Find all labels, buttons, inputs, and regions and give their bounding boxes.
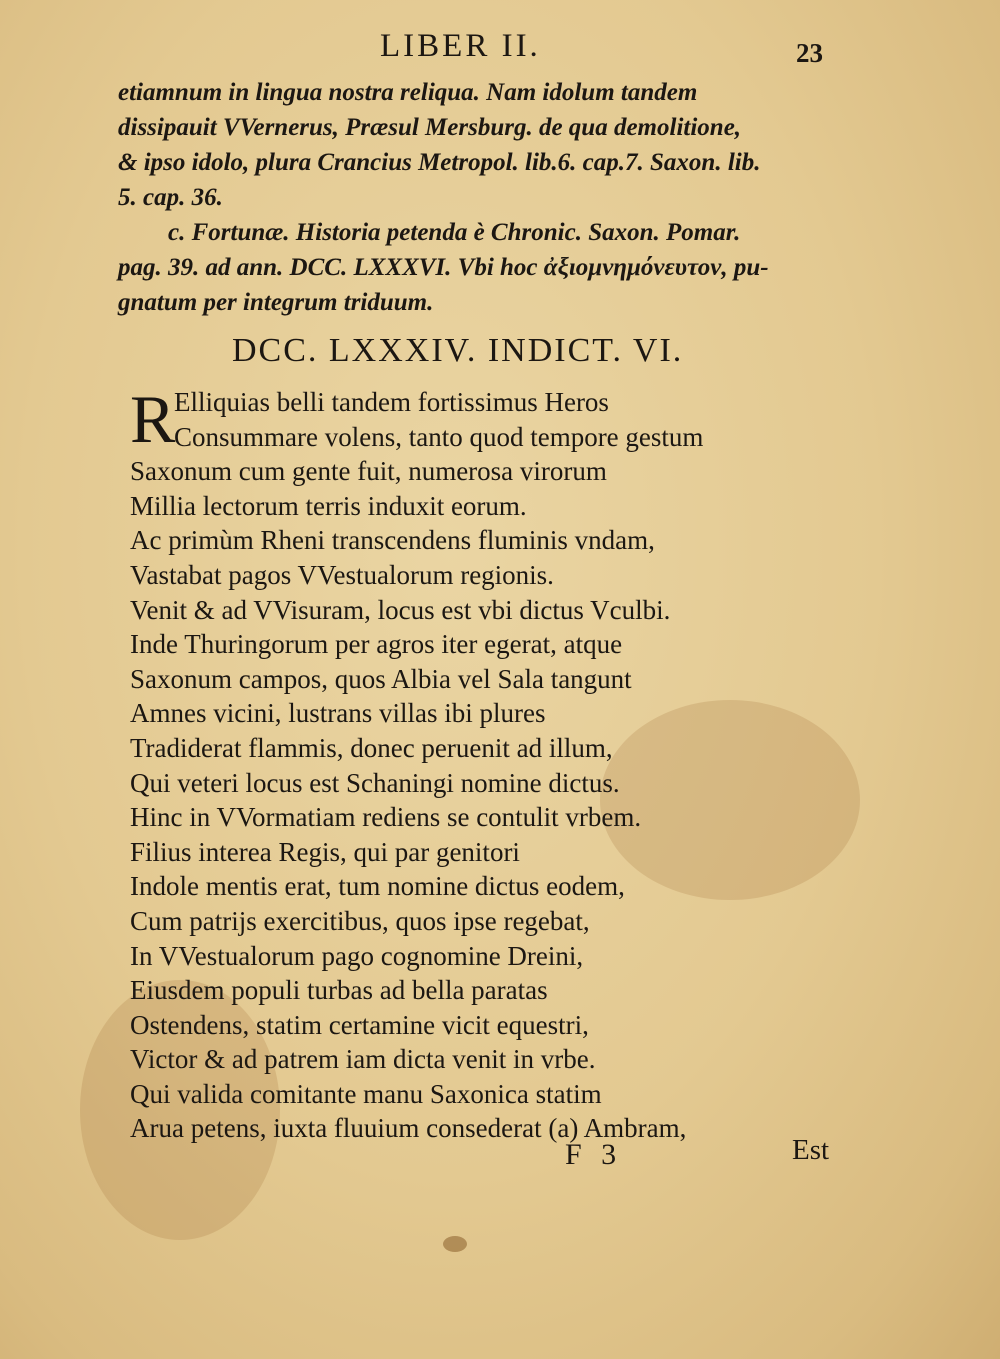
- note-line: gnatum per integrum triduum.: [118, 289, 434, 316]
- verse-line: Qui valida comitante manu Saxonica statim: [130, 1078, 602, 1109]
- verse-line: Hinc in VVormatiam rediens se contulit vrbem.: [130, 802, 642, 833]
- note-line: pag. 39. ad ann. DCC. LXXXVI. Vbi hoc ἀξιομνημόνευτον, pu-: [118, 254, 769, 281]
- note-line: etiamnum in lingua nostra reliqua. Nam idolum tandem: [118, 79, 698, 106]
- verse-line: Indole mentis erat, tum nomine dictus eodem,: [130, 871, 625, 902]
- verse-line: Eiusdem populi turbas ad bella paratas: [130, 975, 548, 1006]
- verse-line: Consummare volens, tanto quod tempore gestum: [174, 421, 704, 452]
- page-number: 23: [796, 38, 823, 68]
- verse-line: Victor & ad patrem iam dicta venit in vrbe.: [130, 1044, 596, 1075]
- verse-line: Inde Thuringorum per agros iter egerat, atque: [130, 629, 623, 660]
- ink-stain: [443, 1236, 467, 1252]
- verse-line: Qui veteri locus est Schaningi nomine dictus.: [130, 767, 620, 798]
- verse-line: In VVestualorum pago cognomine Dreini,: [130, 940, 584, 971]
- verse-line: Filius interea Regis, qui par genitori: [130, 836, 520, 867]
- verse-line: Saxonum cum gente fuit, numerosa virorum: [130, 456, 607, 487]
- verse-text: [130, 381, 830, 1146]
- running-head: LIBER II.: [380, 28, 541, 64]
- verse-line-text: Elliquias belli tandem fortissimus Heros: [174, 387, 609, 417]
- catchword: Est: [792, 1134, 830, 1166]
- footnotes: [118, 75, 838, 320]
- verse-line: Amnes vicini, lustrans villas ibi plures: [130, 698, 546, 729]
- section-heading: DCC. LXXXIV. INDICT. VI.: [232, 332, 684, 369]
- verse-line: Ac primùm Rheni transcendens fluminis vndam,: [130, 525, 655, 556]
- verse-line: Venit & ad VVisuram, locus est vbi dictus Vculbi.: [130, 594, 671, 625]
- drop-cap: R: [130, 381, 176, 457]
- verse-line: Arua petens, iuxta fluuium consederat (a) Ambram,: [130, 1113, 687, 1144]
- note-line: dissipauit VVernerus, Præsul Mersburg. de qua demolitione,: [118, 114, 742, 141]
- verse-line: Saxonum campos, quos Albia vel Sala tangunt: [130, 663, 632, 694]
- signature-mark: F 3: [565, 1138, 623, 1171]
- note-line: & ipso idolo, plura Crancius Metropol. lib.6. cap.7. Saxon. lib.: [118, 149, 761, 176]
- verse-line: Tradiderat flammis, donec peruenit ad illum,: [130, 732, 613, 763]
- note-line: 5. cap. 36.: [118, 184, 223, 211]
- verse-line: Millia lectorum terris induxit eorum.: [130, 490, 527, 521]
- verse-line: Vastabat pagos VVestualorum regionis.: [130, 559, 554, 590]
- note-line: c. Fortunæ. Historia petenda è Chronic. Saxon. Pomar.: [168, 219, 741, 246]
- verse-line: Cum patrijs exercitibus, quos ipse regebat,: [130, 905, 590, 936]
- verse-line: Ostendens, statim certamine vicit equestri,: [130, 1009, 589, 1040]
